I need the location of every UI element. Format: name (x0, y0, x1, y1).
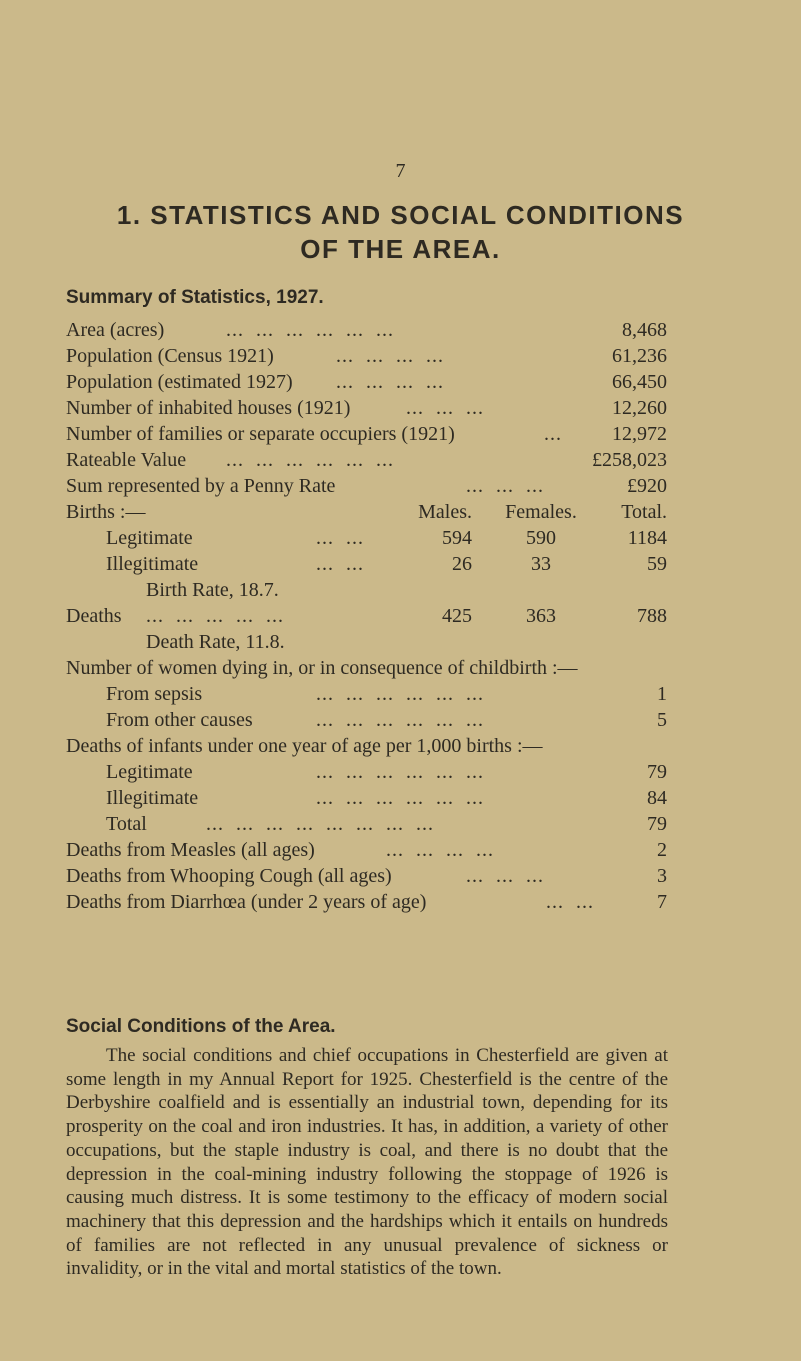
col-header-males: Males. (418, 501, 472, 523)
row-value: 1 (657, 683, 667, 705)
social-paragraph: The social conditions and chief occupations in Chesterfield are given at some length in my Annual Report for 1925. Chesterfield is the centre of the Derbyshire coalfield and is essentially an industrial town, depending for its prosperity on the coal and iron industries. It has, in addition, a variety of other occupations, but the staple industry is coal, and there is no doubt that the depression in the coal-mining industry following the stoppage of 1926 is causing much distress. It is some testimony to the efficacy of modern social machinery that this depression and the hardships which it entails on hundreds of families are not reflected in any unusual prevalence of sickness or invalidity, or in the vital and mortal statistics of the town. (66, 1045, 668, 1280)
row-label: Illegitimate (106, 787, 199, 809)
stat-label: Area (acres) (66, 319, 165, 341)
whooping-cough-row (66, 862, 667, 890)
col-header-females: Females. (505, 501, 577, 523)
diarrhoea-row (66, 888, 667, 916)
stat-row-population-estimated (66, 368, 667, 396)
stat-value: 12,260 (612, 397, 667, 419)
stat-row-population-census (66, 342, 667, 370)
cell-females: 363 (526, 605, 556, 627)
leader-dots: ... ... ... (466, 865, 544, 887)
stat-row-inhabited-houses (66, 394, 667, 422)
page-title-line-2: OF THE AREA. (300, 234, 501, 264)
stat-label: Sum represented by a Penny Rate (66, 475, 336, 497)
row-label: Legitimate (106, 527, 193, 549)
death-rate-row (66, 628, 667, 656)
stat-label: Rateable Value (66, 449, 187, 471)
row-value: 3 (657, 865, 667, 887)
leader-dots: ... ... (316, 553, 364, 575)
maternal-row-other (66, 706, 667, 734)
row-label: Deaths from Whooping Cough (all ages) (66, 865, 392, 887)
maternal-heading-row (66, 654, 667, 682)
cell-females: 590 (526, 527, 556, 549)
births-label: Births :— (66, 501, 146, 523)
births-row-legitimate (66, 524, 667, 552)
stat-row-area (66, 316, 667, 344)
row-value: 7 (657, 891, 667, 913)
stat-value: £920 (627, 475, 667, 497)
leader-dots: ... ... ... ... ... ... (316, 761, 484, 783)
row-label: Deaths (66, 605, 122, 627)
leader-dots: ... ... (316, 527, 364, 549)
infant-heading-row (66, 732, 667, 760)
row-value: 84 (647, 787, 667, 809)
measles-row (66, 836, 667, 864)
stat-row-penny-rate (66, 472, 667, 500)
leader-dots: ... ... ... ... (336, 345, 444, 367)
summary-heading: Summary of Statistics, 1927. (66, 287, 324, 308)
stat-label: Population (Census 1921) (66, 345, 274, 367)
cell-total: 59 (647, 553, 667, 575)
leader-dots: ... ... ... (466, 475, 544, 497)
stat-row-families (66, 420, 667, 448)
leader-dots: ... ... ... ... ... ... (226, 449, 394, 471)
leader-dots: ... ... ... ... (336, 371, 444, 393)
row-label: Legitimate (106, 761, 193, 783)
leader-dots: ... ... ... ... ... ... (316, 709, 484, 731)
leader-dots: ... ... (546, 891, 594, 913)
cell-males: 26 (452, 553, 472, 575)
deaths-row (66, 602, 667, 630)
stat-label: Number of inhabited houses (1921) (66, 397, 351, 419)
col-header-total: Total. (621, 501, 667, 523)
row-value: 5 (657, 709, 667, 731)
leader-dots: ... ... ... ... ... ... (316, 683, 484, 705)
infant-row-total (66, 810, 667, 838)
stat-row-rateable-value (66, 446, 667, 474)
leader-dots: ... ... ... (406, 397, 484, 419)
row-value: 79 (647, 761, 667, 783)
birth-rate: Birth Rate, 18.7. (146, 579, 279, 601)
social-heading: Social Conditions of the Area. (66, 1016, 336, 1037)
death-rate: Death Rate, 11.8. (146, 631, 285, 653)
births-header-row (66, 498, 667, 526)
cell-total: 788 (637, 605, 667, 627)
leader-dots: ... ... ... ... ... (146, 605, 284, 627)
stat-label: Number of families or separate occupiers (1921) (66, 423, 455, 445)
row-value: 79 (647, 813, 667, 835)
leader-dots: ... ... ... ... (386, 839, 494, 861)
stat-value: 66,450 (612, 371, 667, 393)
infant-row-illegitimate (66, 784, 667, 812)
cell-males: 594 (442, 527, 472, 549)
leader-dots: ... (544, 423, 562, 445)
stat-value: 8,468 (622, 319, 667, 341)
row-label: Deaths from Diarrhœa (under 2 years of age) (66, 891, 427, 913)
row-label: Illegitimate (106, 553, 199, 575)
cell-females: 33 (531, 553, 551, 575)
maternal-label: Number of women dying in, or in consequence of childbirth :— (66, 657, 578, 679)
births-row-illegitimate (66, 550, 667, 578)
page-title-line-1: 1. STATISTICS AND SOCIAL CONDITIONS (116, 200, 685, 230)
row-value: 2 (657, 839, 667, 861)
stat-value: 61,236 (612, 345, 667, 367)
cell-males: 425 (442, 605, 472, 627)
leader-dots: ... ... ... ... ... ... (316, 787, 484, 809)
infant-row-legitimate (66, 758, 667, 786)
row-label: From sepsis (106, 683, 203, 705)
row-label: Deaths from Measles (all ages) (66, 839, 315, 861)
row-label: Total (106, 813, 147, 835)
maternal-row-sepsis (66, 680, 667, 708)
cell-total: 1184 (627, 527, 667, 549)
stat-value: 12,972 (612, 423, 667, 445)
page-number: 7 (395, 160, 406, 182)
stat-value: £258,023 (592, 449, 667, 471)
infant-label: Deaths of infants under one year of age per 1,000 births :— (66, 735, 543, 757)
birth-rate-row (66, 576, 667, 604)
stat-label: Population (estimated 1927) (66, 371, 293, 393)
leader-dots: ... ... ... ... ... ... ... ... (206, 813, 434, 835)
row-label: From other causes (106, 709, 253, 731)
leader-dots: ... ... ... ... ... ... (226, 319, 394, 341)
